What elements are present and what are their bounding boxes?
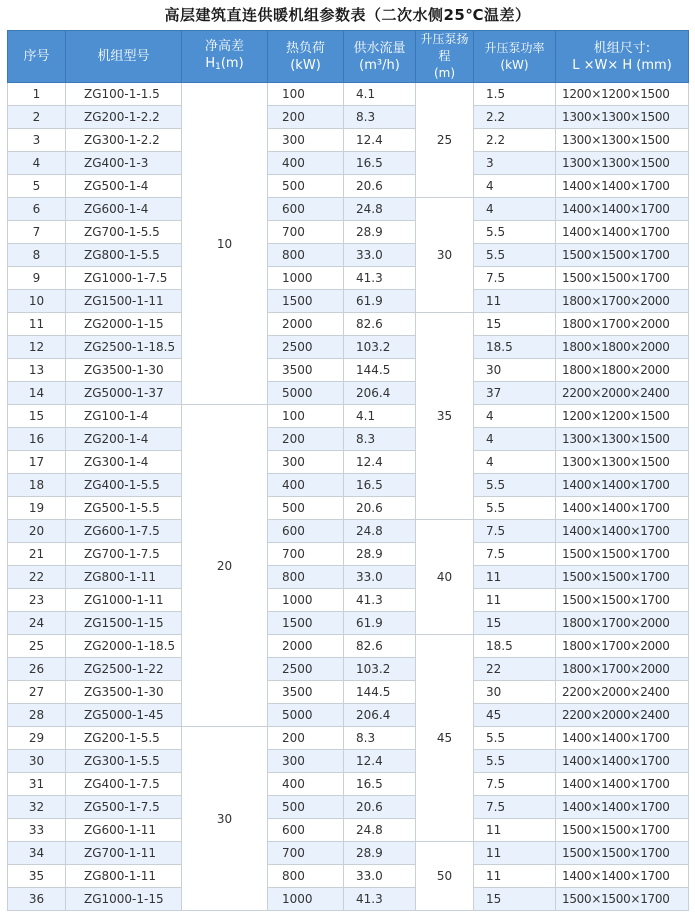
cell-seq: 30 [8, 750, 66, 773]
table-row [8, 152, 689, 175]
header-row [8, 31, 689, 83]
cell-load: 700 [268, 543, 344, 566]
cell-pump-power: 11 [474, 842, 556, 865]
cell-flow: 28.9 [344, 842, 416, 865]
cell-pump-power: 4 [474, 451, 556, 474]
header-pump-power-line2: (kW) [500, 57, 529, 72]
cell-pump-power: 11 [474, 589, 556, 612]
cell-seq: 7 [8, 221, 66, 244]
cell-size: 1400×1400×1700 [556, 497, 689, 520]
table-row [8, 83, 689, 106]
cell-seq: 5 [8, 175, 66, 198]
cell-flow: 4.1 [344, 83, 416, 106]
table-row [8, 313, 689, 336]
table-row [8, 543, 689, 566]
table-row [8, 474, 689, 497]
cell-seq: 27 [8, 681, 66, 704]
cell-pump-power: 11 [474, 819, 556, 842]
cell-flow: 33.0 [344, 244, 416, 267]
cell-load: 1500 [268, 612, 344, 635]
cell-size: 2200×2000×2400 [556, 704, 689, 727]
header-load-line1: 热负荷 [285, 40, 325, 56]
cell-pump-power: 15 [474, 313, 556, 336]
cell-load: 200 [268, 428, 344, 451]
header-load [268, 31, 344, 83]
cell-pump-power: 4 [474, 175, 556, 198]
table-row [8, 773, 689, 796]
cell-load: 1500 [268, 290, 344, 313]
cell-flow: 33.0 [344, 865, 416, 888]
cell-flow: 103.2 [344, 336, 416, 359]
cell-pump-power: 11 [474, 865, 556, 888]
table-row [8, 750, 689, 773]
cell-pump-power: 15 [474, 888, 556, 911]
table-row [8, 221, 689, 244]
cell-flow: 82.6 [344, 313, 416, 336]
cell-model: ZG600-1-7.5 [66, 520, 182, 543]
cell-seq: 34 [8, 842, 66, 865]
cell-size: 1300×1300×1500 [556, 152, 689, 175]
cell-model: ZG500-1-7.5 [66, 796, 182, 819]
cell-model: ZG100-1-4 [66, 405, 182, 428]
header-pump-power-line1: 升压泵功率 [484, 40, 545, 55]
cell-model: ZG600-1-11 [66, 819, 182, 842]
cell-size: 1300×1300×1500 [556, 129, 689, 152]
cell-flow: 144.5 [344, 359, 416, 382]
header-height-line1: 净高差 [204, 38, 244, 54]
cell-seq: 17 [8, 451, 66, 474]
cell-size: 1500×1500×1700 [556, 819, 689, 842]
cell-seq: 1 [8, 83, 66, 106]
cell-flow: 24.8 [344, 819, 416, 842]
cell-height-group: 30 [182, 727, 268, 911]
cell-load: 600 [268, 819, 344, 842]
cell-flow: 33.0 [344, 566, 416, 589]
cell-pump-power: 30 [474, 359, 556, 382]
cell-size: 1300×1300×1500 [556, 428, 689, 451]
cell-pump-power: 7.5 [474, 796, 556, 819]
cell-seq: 2 [8, 106, 66, 129]
cell-pump-head-group: 30 [416, 198, 474, 313]
cell-model: ZG500-1-4 [66, 175, 182, 198]
table-row [8, 405, 689, 428]
table-row [8, 129, 689, 152]
table-row [8, 658, 689, 681]
cell-flow: 4.1 [344, 405, 416, 428]
cell-load: 1000 [268, 888, 344, 911]
cell-pump-head-group: 50 [416, 842, 474, 911]
header-load-line2: (kW) [290, 57, 321, 73]
table-row [8, 451, 689, 474]
cell-load: 5000 [268, 382, 344, 405]
cell-size: 1200×1200×1500 [556, 405, 689, 428]
cell-size: 1400×1400×1700 [556, 750, 689, 773]
cell-seq: 19 [8, 497, 66, 520]
cell-size: 1500×1500×1700 [556, 543, 689, 566]
table-row [8, 290, 689, 313]
cell-size: 1800×1800×2000 [556, 336, 689, 359]
cell-flow: 12.4 [344, 750, 416, 773]
table-row [8, 359, 689, 382]
cell-flow: 8.3 [344, 727, 416, 750]
table-row [8, 497, 689, 520]
cell-flow: 41.3 [344, 589, 416, 612]
page-title: 高层建筑直连供暖机组参数表（二次水侧25℃温差） [164, 6, 531, 24]
cell-load: 400 [268, 152, 344, 175]
cell-model: ZG400-1-3 [66, 152, 182, 175]
cell-size: 1800×1700×2000 [556, 313, 689, 336]
header-pump-power [474, 31, 556, 83]
cell-height-group: 20 [182, 405, 268, 727]
table-row [8, 336, 689, 359]
table-row [8, 244, 689, 267]
table-row [8, 842, 689, 865]
cell-pump-power: 7.5 [474, 520, 556, 543]
table-row [8, 612, 689, 635]
cell-size: 1800×1800×2000 [556, 359, 689, 382]
cell-model: ZG300-1-5.5 [66, 750, 182, 773]
parameter-table [7, 30, 689, 911]
cell-load: 2500 [268, 336, 344, 359]
cell-model: ZG700-1-11 [66, 842, 182, 865]
header-seq [8, 31, 66, 83]
header-height-subscript: 1 [215, 61, 221, 72]
cell-flow: 20.6 [344, 175, 416, 198]
cell-model: ZG700-1-7.5 [66, 543, 182, 566]
cell-size: 1400×1400×1700 [556, 474, 689, 497]
cell-flow: 12.4 [344, 129, 416, 152]
table-row [8, 589, 689, 612]
cell-load: 500 [268, 175, 344, 198]
cell-flow: 12.4 [344, 451, 416, 474]
cell-model: ZG200-1-2.2 [66, 106, 182, 129]
cell-seq: 16 [8, 428, 66, 451]
cell-seq: 18 [8, 474, 66, 497]
header-flow-line2: (m³/h) [359, 57, 400, 73]
table-row [8, 382, 689, 405]
cell-seq: 33 [8, 819, 66, 842]
cell-size: 1800×1700×2000 [556, 290, 689, 313]
cell-seq: 29 [8, 727, 66, 750]
cell-size: 1400×1400×1700 [556, 865, 689, 888]
cell-pump-power: 1.5 [474, 83, 556, 106]
cell-size: 1500×1500×1700 [556, 842, 689, 865]
table-row [8, 865, 689, 888]
table-row [8, 888, 689, 911]
cell-load: 600 [268, 198, 344, 221]
cell-seq: 6 [8, 198, 66, 221]
cell-flow: 16.5 [344, 152, 416, 175]
cell-flow: 16.5 [344, 474, 416, 497]
cell-flow: 20.6 [344, 497, 416, 520]
header-pump-head [416, 31, 474, 83]
cell-size: 1300×1300×1500 [556, 106, 689, 129]
cell-model: ZG5000-1-45 [66, 704, 182, 727]
cell-seq: 35 [8, 865, 66, 888]
cell-flow: 28.9 [344, 543, 416, 566]
cell-seq: 36 [8, 888, 66, 911]
cell-size: 1400×1400×1700 [556, 175, 689, 198]
cell-pump-head-group: 25 [416, 83, 474, 198]
table-row [8, 681, 689, 704]
header-height [182, 31, 268, 83]
cell-size: 1400×1400×1700 [556, 198, 689, 221]
cell-seq: 23 [8, 589, 66, 612]
cell-pump-power: 30 [474, 681, 556, 704]
header-height-unit: (m) [220, 55, 244, 71]
cell-model: ZG3500-1-30 [66, 359, 182, 382]
cell-pump-power: 3 [474, 152, 556, 175]
cell-pump-power: 7.5 [474, 267, 556, 290]
cell-flow: 28.9 [344, 221, 416, 244]
table-row [8, 704, 689, 727]
header-seq-label: 序号 [23, 49, 50, 64]
cell-pump-power: 5.5 [474, 750, 556, 773]
cell-pump-power: 11 [474, 290, 556, 313]
cell-pump-power: 15 [474, 612, 556, 635]
cell-size: 1500×1500×1700 [556, 589, 689, 612]
cell-flow: 103.2 [344, 658, 416, 681]
cell-pump-power: 4 [474, 405, 556, 428]
header-size-line2: L ×W× H (mm) [572, 57, 672, 73]
cell-load: 300 [268, 129, 344, 152]
cell-size: 1800×1700×2000 [556, 658, 689, 681]
cell-pump-power: 5.5 [474, 221, 556, 244]
cell-pump-power: 2.2 [474, 106, 556, 129]
cell-size: 1500×1500×1700 [556, 267, 689, 290]
cell-pump-power: 45 [474, 704, 556, 727]
cell-pump-power: 18.5 [474, 635, 556, 658]
cell-seq: 32 [8, 796, 66, 819]
header-flow [344, 31, 416, 83]
cell-pump-power: 37 [474, 382, 556, 405]
cell-model: ZG100-1-1.5 [66, 83, 182, 106]
table-row [8, 819, 689, 842]
cell-pump-power: 5.5 [474, 474, 556, 497]
cell-load: 2000 [268, 635, 344, 658]
cell-pump-power: 5.5 [474, 727, 556, 750]
cell-flow: 61.9 [344, 612, 416, 635]
header-size [556, 31, 689, 83]
cell-model: ZG300-1-2.2 [66, 129, 182, 152]
cell-pump-head-group: 45 [416, 635, 474, 842]
table-row [8, 796, 689, 819]
cell-load: 2500 [268, 658, 344, 681]
cell-load: 1000 [268, 589, 344, 612]
cell-model: ZG1500-1-15 [66, 612, 182, 635]
table-row [8, 520, 689, 543]
cell-seq: 12 [8, 336, 66, 359]
table-row [8, 175, 689, 198]
table-row [8, 566, 689, 589]
table-row [8, 727, 689, 750]
header-size-line1: 机组尺寸: [593, 40, 651, 56]
header-model-label: 机组型号 [97, 49, 150, 64]
cell-size: 1800×1700×2000 [556, 635, 689, 658]
cell-pump-power: 4 [474, 198, 556, 221]
cell-load: 2000 [268, 313, 344, 336]
cell-flow: 82.6 [344, 635, 416, 658]
cell-model: ZG200-1-5.5 [66, 727, 182, 750]
cell-flow: 24.8 [344, 198, 416, 221]
cell-flow: 20.6 [344, 796, 416, 819]
cell-seq: 8 [8, 244, 66, 267]
cell-seq: 24 [8, 612, 66, 635]
cell-seq: 11 [8, 313, 66, 336]
cell-load: 800 [268, 244, 344, 267]
cell-size: 1400×1400×1700 [556, 773, 689, 796]
cell-seq: 20 [8, 520, 66, 543]
cell-seq: 4 [8, 152, 66, 175]
cell-model: ZG1000-1-11 [66, 589, 182, 612]
parameter-table-container [7, 30, 689, 911]
cell-size: 1400×1400×1700 [556, 727, 689, 750]
cell-model: ZG5000-1-37 [66, 382, 182, 405]
cell-pump-power: 7.5 [474, 543, 556, 566]
cell-flow: 41.3 [344, 888, 416, 911]
cell-flow: 24.8 [344, 520, 416, 543]
cell-pump-power: 22 [474, 658, 556, 681]
cell-model: ZG400-1-7.5 [66, 773, 182, 796]
cell-size: 1400×1400×1700 [556, 221, 689, 244]
cell-load: 3500 [268, 359, 344, 382]
cell-model: ZG300-1-4 [66, 451, 182, 474]
cell-flow: 8.3 [344, 428, 416, 451]
cell-size: 1500×1500×1700 [556, 566, 689, 589]
cell-model: ZG800-1-11 [66, 865, 182, 888]
table-body [8, 83, 689, 911]
cell-size: 1300×1300×1500 [556, 451, 689, 474]
cell-load: 500 [268, 796, 344, 819]
cell-height-group: 10 [182, 83, 268, 405]
cell-pump-power: 11 [474, 566, 556, 589]
cell-size: 2200×2000×2400 [556, 382, 689, 405]
cell-pump-power: 18.5 [474, 336, 556, 359]
cell-flow: 144.5 [344, 681, 416, 704]
table-row [8, 428, 689, 451]
cell-load: 700 [268, 221, 344, 244]
cell-load: 700 [268, 842, 344, 865]
cell-model: ZG2000-1-18.5 [66, 635, 182, 658]
cell-size: 1400×1400×1700 [556, 520, 689, 543]
cell-pump-head-group: 35 [416, 313, 474, 520]
cell-pump-power: 5.5 [474, 497, 556, 520]
cell-load: 500 [268, 497, 344, 520]
cell-size: 1200×1200×1500 [556, 83, 689, 106]
cell-flow: 61.9 [344, 290, 416, 313]
cell-flow: 206.4 [344, 382, 416, 405]
header-model [66, 31, 182, 83]
cell-pump-head-group: 40 [416, 520, 474, 635]
header-flow-line1: 供水流量 [353, 40, 406, 56]
cell-load: 800 [268, 566, 344, 589]
cell-seq: 25 [8, 635, 66, 658]
cell-seq: 31 [8, 773, 66, 796]
cell-load: 3500 [268, 681, 344, 704]
table-row [8, 198, 689, 221]
header-pump-head-line2: (m) [433, 66, 456, 80]
cell-seq: 26 [8, 658, 66, 681]
cell-seq: 3 [8, 129, 66, 152]
cell-model: ZG3500-1-30 [66, 681, 182, 704]
cell-model: ZG700-1-5.5 [66, 221, 182, 244]
cell-load: 1000 [268, 267, 344, 290]
header-height-symbol: H [205, 55, 216, 71]
cell-load: 100 [268, 405, 344, 428]
cell-seq: 13 [8, 359, 66, 382]
cell-load: 600 [268, 520, 344, 543]
cell-pump-power: 7.5 [474, 773, 556, 796]
cell-flow: 41.3 [344, 267, 416, 290]
cell-model: ZG800-1-11 [66, 566, 182, 589]
cell-pump-power: 5.5 [474, 244, 556, 267]
cell-size: 2200×2000×2400 [556, 681, 689, 704]
cell-size: 1500×1500×1700 [556, 244, 689, 267]
cell-load: 100 [268, 83, 344, 106]
header-pump-head-line1: 升压泵扬程 [420, 32, 469, 63]
cell-model: ZG2500-1-22 [66, 658, 182, 681]
table-row [8, 635, 689, 658]
cell-model: ZG400-1-5.5 [66, 474, 182, 497]
table-row [8, 106, 689, 129]
cell-seq: 15 [8, 405, 66, 428]
table-row [8, 267, 689, 290]
cell-size: 1800×1700×2000 [556, 612, 689, 635]
cell-load: 300 [268, 451, 344, 474]
cell-model: ZG2500-1-18.5 [66, 336, 182, 359]
cell-load: 200 [268, 727, 344, 750]
cell-seq: 22 [8, 566, 66, 589]
cell-model: ZG800-1-5.5 [66, 244, 182, 267]
cell-seq: 10 [8, 290, 66, 313]
cell-flow: 206.4 [344, 704, 416, 727]
cell-load: 5000 [268, 704, 344, 727]
cell-load: 800 [268, 865, 344, 888]
cell-flow: 8.3 [344, 106, 416, 129]
cell-size: 1400×1400×1700 [556, 796, 689, 819]
cell-model: ZG1000-1-7.5 [66, 267, 182, 290]
cell-model: ZG1000-1-15 [66, 888, 182, 911]
cell-seq: 14 [8, 382, 66, 405]
cell-load: 400 [268, 474, 344, 497]
cell-pump-power: 4 [474, 428, 556, 451]
cell-model: ZG600-1-4 [66, 198, 182, 221]
cell-seq: 28 [8, 704, 66, 727]
cell-model: ZG1500-1-11 [66, 290, 182, 313]
cell-size: 1500×1500×1700 [556, 888, 689, 911]
cell-model: ZG500-1-5.5 [66, 497, 182, 520]
cell-load: 300 [268, 750, 344, 773]
cell-seq: 9 [8, 267, 66, 290]
cell-pump-power: 2.2 [474, 129, 556, 152]
cell-load: 200 [268, 106, 344, 129]
cell-flow: 16.5 [344, 773, 416, 796]
cell-model: ZG200-1-4 [66, 428, 182, 451]
cell-model: ZG2000-1-15 [66, 313, 182, 336]
cell-seq: 21 [8, 543, 66, 566]
cell-load: 400 [268, 773, 344, 796]
